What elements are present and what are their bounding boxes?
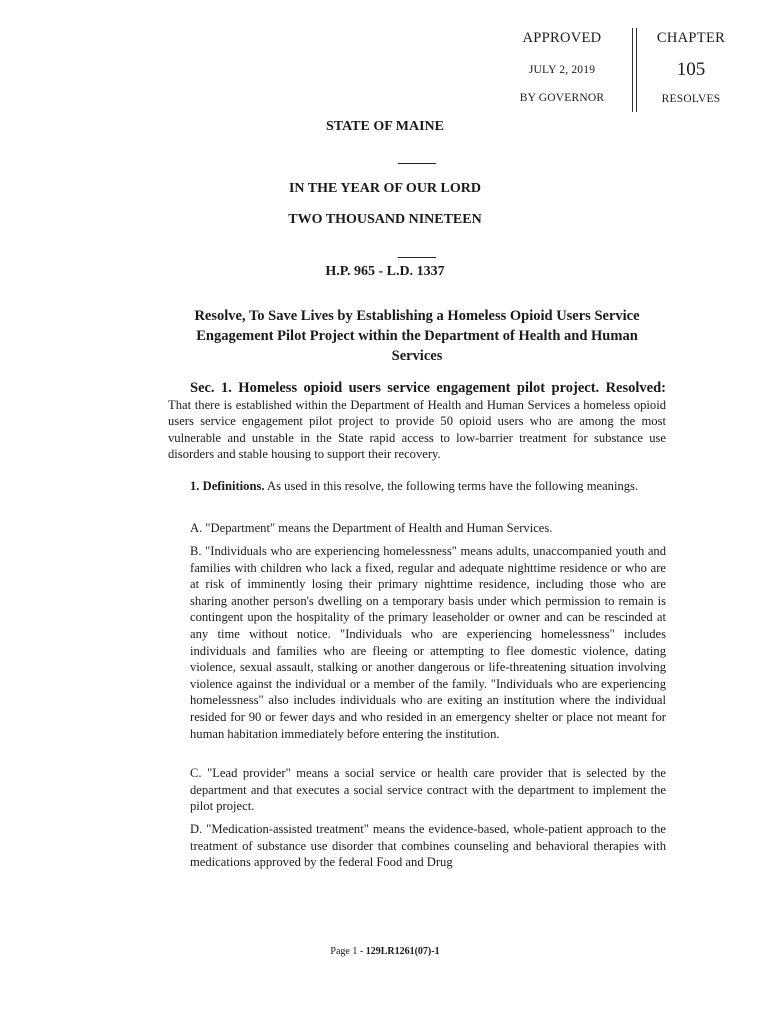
approval-block <box>498 28 626 104</box>
bill-number: H.P. 965 - L.D. 1337 <box>325 264 445 279</box>
chapter-number: 105 <box>676 59 706 80</box>
definition-a: A. "Department" means the Department of Health and Human Services. <box>190 521 553 535</box>
definition-b: B. "Individuals who are experiencing homelessness" means adults, unaccompanied youth and families with children who lack a fixed, regular and adequate nighttime residence or who are at risk of imminently losing their primary nighttime residence, including those who are sharing another person's dwelling on a temporary basis under which permission to remain is contingent upon the hospitality of the primary leaseholder or owner and can be rescinded at any time without notice. "Individuals who are experiencing homelessness" includes individuals and families who are fleeing or attempting to flee domestic violence, dating violence, sexual assault, stalking or another dangerous or life-threatening situation involving violence against the individual or a member of the family. "Individuals who are experiencing homelessness" also includes individuals who are exiting an institution where the individual resided for 90 or fewer days and who resided in an emergency shelter or place not meant for human habitation immediately before entering the institution. <box>190 544 666 741</box>
definitions-paragraph <box>168 478 666 495</box>
chapter-block <box>641 28 741 105</box>
section-1-heading: Sec. 1. Homeless opioid users service engagement pilot project. Resolved: <box>190 380 666 396</box>
heading-rule-1 <box>398 163 436 164</box>
definition-c: C. "Lead provider" means a social service or health care provider that is selected by the department and that executes a social service contract with the department to implement the pilot project. <box>190 766 666 814</box>
stamp-divider <box>632 28 637 112</box>
footer-prefix: Page 1 - <box>330 946 366 957</box>
heading-rule-2 <box>398 257 436 258</box>
resolves-label: RESOLVES <box>661 93 721 105</box>
section-1 <box>168 380 666 463</box>
definition-d: D. "Medication-assisted treatment" means the evidence-based, whole-patient approach to the treatment of substance use disorder that combines counseling and behavioral therapies with medications approved by the federal Food and Drug <box>190 822 666 870</box>
chapter-label: CHAPTER <box>656 30 726 46</box>
definitions-heading: 1. Definitions. <box>190 479 265 493</box>
page-footer <box>0 946 770 957</box>
definitions-intro: As used in this resolve, the following terms have the following meanings. <box>267 479 639 493</box>
section-1-text: That there is established within the Department of Health and Human Services a homeless opioid users service engagement pilot project to provide 50 opioid users who are among the most vulnerable and unstable in the State rapid access to low-barrier treatment for substance use disorders and stable housing to support their recovery. <box>168 397 666 462</box>
approval-date: JULY 2, 2019 <box>528 64 596 76</box>
approved-label: APPROVED <box>522 30 602 46</box>
footer-doc-id: 129LR1261(07)-1 <box>365 946 440 957</box>
resolve-title: Resolve, To Save Lives by Establishing a Homeless Opioid Users Service Engagement Pilot Project within the Department of Health and Human Services <box>194 308 640 364</box>
year-line-1: IN THE YEAR OF OUR LORD <box>288 181 481 196</box>
state-heading: STATE OF MAINE <box>326 119 444 134</box>
year-line-2: TWO THOUSAND NINETEEN <box>288 212 482 227</box>
approval-stamp <box>498 28 748 114</box>
approved-by: BY GOVERNOR <box>519 92 605 104</box>
